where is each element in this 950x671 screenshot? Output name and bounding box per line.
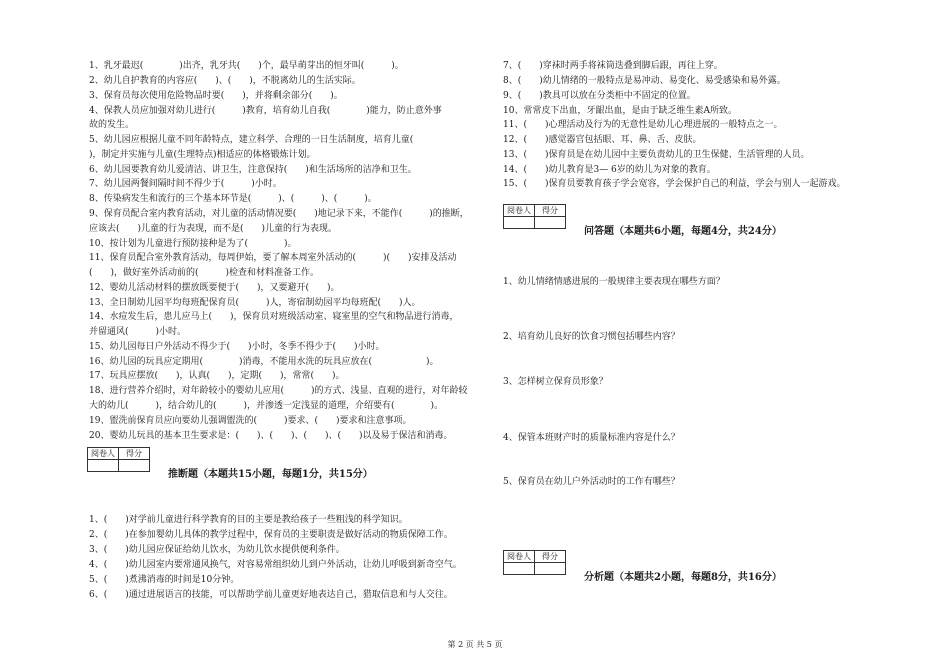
reviewer-label: 阅卷人 — [504, 551, 535, 563]
score-box — [87, 447, 150, 472]
fill-line: 11、保育员配合室外教育活动，每周伊始，要了解本周室外活动的( )( )安排及活动 — [89, 253, 457, 263]
fill-line: 12、婴幼儿活动材料的摆放既要便于( )，又要避开( )。 — [89, 283, 340, 293]
judge-line: 12、( )感觉器官包括眼、耳、鼻、舌、皮肤。 — [503, 135, 702, 145]
qa-line: 1、幼儿情绪情感进展的一般规律主要表现在哪些方面？ — [503, 277, 725, 287]
judge-section-title: 推断题（本题共15小题，每题1分，共15分） — [168, 469, 373, 480]
fill-line: 3、保育员每次使用危险物品时要( )，并将剩余部分( )。 — [89, 91, 343, 101]
qa-section-title: 问答题（本题共6小题，每题4分，共24分） — [584, 226, 782, 237]
fill-line: 16、幼儿园的玩具应定期用( )消毒，不能用水洗的玩具应放在( )。 — [89, 357, 439, 367]
fill-line: 应该去( )儿童的行为表现，而不是( )儿童的行为表现。 — [89, 224, 338, 234]
judge-line: 11、( )心理活动及行为的无意性是幼儿心理进展的一般特点之一。 — [503, 120, 783, 130]
judge-line: 8、( )幼儿情绪的一般特点是易冲动、易变化、易受感染和易外露。 — [503, 76, 786, 86]
qa-line: 5、保育员在幼儿户外活动时的工作有哪些？ — [503, 477, 680, 487]
qa-line: 2、培育幼儿良好的饮食习惯包括哪些内容？ — [503, 332, 680, 342]
fill-line: ( )，做好室外活动前的( )检查和材料准备工作。 — [89, 268, 320, 278]
fill-line: 5、幼儿园应根据儿童不同年龄特点，建立科学、合理的一日生活制度，培育儿童( — [89, 135, 441, 145]
judge-line: 4、( )幼儿园室内要常通风换气，对容易常组织幼儿到户外活动，让幼儿呼吸到新奇空气。 — [89, 560, 462, 570]
fill-line: 7、幼儿园两餐间隔时间不得少于( )小时。 — [89, 179, 282, 189]
fill-line: 9、保育员配合室内教育活动，对儿童的活动情况要( )地记录下来，不能作( )的推断， — [89, 209, 469, 219]
score-label: 得分 — [535, 551, 566, 563]
fill-line: 1、乳牙最迟( )出齐，乳牙共( )个，最早萌芽出的恒牙叫( )。 — [89, 61, 404, 71]
qa-line: 4、保管本班财产时的质量标准内容是什么？ — [503, 433, 680, 443]
judge-line: 9、( )教具可以放在分类柜中不固定的位置。 — [503, 91, 696, 101]
judge-line: 14、( )幼儿教育是3— 6岁的幼儿为对象的教育。 — [503, 165, 716, 175]
fill-line: 6、幼儿园要教育幼儿爱清洁、讲卫生，注意保持( )和生活场所的洁净和卫生。 — [89, 165, 417, 175]
fill-line: 17、玩具应摆放( )，认真( )，定期( )，常常( )。 — [89, 371, 345, 381]
fill-line: 19、盥洗前保育员应向要幼儿强调盥洗的( )要求、( )要求和注意事项。 — [89, 416, 412, 426]
judge-line: 13、( )保育员是在幼儿园中主要负责幼儿的卫生保健、生活管理的人员。 — [503, 150, 810, 160]
score-label: 得分 — [535, 205, 566, 217]
fill-line: 18、进行营养介绍时，对年龄较小的婴幼儿应用( )的方式、浅显、直观的进行，对年龄较 — [89, 386, 468, 396]
judge-line: 3、( )幼儿园应保证给幼儿饮水，为幼儿饮水提供便利条件。 — [89, 545, 345, 555]
fill-line: 8、传染病发生和流行的三个基本环节是( )、( )、( )。 — [89, 194, 377, 204]
reviewer-label: 阅卷人 — [504, 205, 535, 217]
fill-line: 15、幼儿园每日户外活动不得少于( )小时，冬季不得少于( )小时。 — [89, 342, 385, 352]
fill-line: 大的幼儿( )，结合幼儿的( )，并渗透一定浅显的道理，介绍要有( )。 — [89, 401, 444, 411]
fill-line: 并留通风( )小时。 — [89, 327, 187, 337]
judge-line: 2、( )在参加婴幼儿具体的教学过程中，保育员的主要职责是做好活动的物质保障工作。 — [89, 530, 453, 540]
fill-line: 13、全日制幼儿园平均每班配保育员( )人，寄宿制幼园平均每班配( )人。 — [89, 298, 421, 308]
score-box — [503, 204, 566, 229]
fill-line: 2、幼儿自护教育的内容应( )、( )，不脱离幼儿的生活实际。 — [89, 76, 361, 86]
fill-line: 14、水痘发生后，患儿应马上( )，保育员对班级活动室、寝室里的空气和物品进行消毒， — [89, 312, 459, 322]
score-label: 得分 — [119, 448, 150, 460]
judge-line: 10、常常皮下出血，牙龈出血，是由于缺乏维生素A所致。 — [503, 106, 737, 116]
fill-line: )，制定并实施与儿童(生理特点)相适应的体格锻炼计划。 — [89, 150, 316, 160]
fill-line: 20、婴幼儿玩具的基本卫生要求是：( )、( )、( )、( )以及易于保洁和消毒。 — [89, 431, 453, 441]
judge-line: 6、( )通过进展语言的技能，可以帮助学前儿童更好地表达自己，猎取信息和与人交往。 — [89, 590, 453, 600]
qa-line: 3、怎样树立保育员形象？ — [503, 377, 608, 387]
reviewer-label: 阅卷人 — [88, 448, 119, 460]
analysis-section-title: 分析题（本题共2小题，每题8分，共16分） — [584, 572, 782, 583]
judge-line: 15、( )保育员要教育孩子学会宽容，学会保护自己的利益，学会与别人一起游戏。 — [503, 179, 846, 189]
score-box — [503, 550, 566, 575]
fill-line: 10、按计划为儿童进行预防接种是为了( )。 — [89, 239, 297, 249]
judge-line: 7、( )穿袜时两手将袜筒迭叠到脚后跟，再往上穿。 — [503, 61, 723, 71]
fill-line: 故的发生。 — [89, 120, 135, 130]
judge-line: 1、( )对学前儿童进行科学教育的目的主要是教给孩子一些粗浅的科学知识。 — [89, 515, 408, 525]
page-number: 第 2 页 共 5 页 — [447, 640, 503, 649]
judge-line: 5、( )煮沸消毒的时间是10分钟。 — [89, 575, 240, 585]
fill-line: 4、保教人员应加强对幼儿进行( )教育，培育幼儿自我( )能力，防止意外事 — [89, 106, 442, 116]
